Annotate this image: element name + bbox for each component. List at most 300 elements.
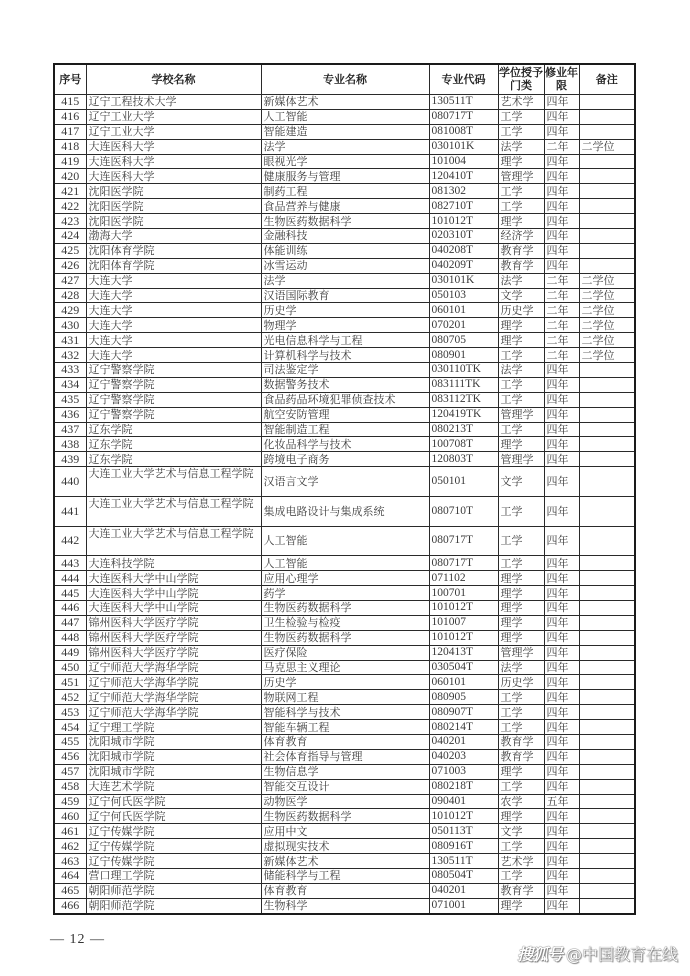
cell-major-name: 生物医药数据科学 [261, 214, 429, 229]
cell-remarks [579, 571, 635, 586]
cell-major-code: 080214T [429, 720, 498, 735]
cell-degree-category: 工学 [498, 839, 544, 854]
cell-school-name: 辽宁传媒学院 [86, 839, 261, 854]
cell-major-name: 储能科学与工程 [261, 869, 429, 884]
cell-remarks [579, 214, 635, 229]
cell-major-name: 卫生检验与检疫 [261, 615, 429, 630]
cell-major-code: 120803T [429, 452, 498, 467]
cell-study-years: 四年 [544, 839, 579, 854]
cell-index: 425 [54, 243, 86, 258]
cell-remarks [579, 839, 635, 854]
cell-index: 423 [54, 214, 86, 229]
table-row [54, 199, 635, 214]
cell-major-name: 食品药品环境犯罪侦查技术 [261, 392, 429, 407]
table-row [54, 303, 635, 318]
cell-major-name: 智能科学与技术 [261, 705, 429, 720]
table-row [54, 154, 635, 169]
cell-study-years: 四年 [544, 764, 579, 779]
cell-degree-category: 理学 [498, 630, 544, 645]
cell-major-name: 生物医药数据科学 [261, 630, 429, 645]
table-row [54, 333, 635, 348]
cell-study-years: 四年 [544, 363, 579, 378]
header-major-name: 专业名称 [261, 64, 429, 95]
cell-remarks [579, 809, 635, 824]
cell-index: 455 [54, 735, 86, 750]
cell-school-name: 沈阳医学院 [86, 214, 261, 229]
cell-remarks [579, 496, 635, 526]
cell-index: 415 [54, 95, 86, 110]
cell-study-years: 四年 [544, 690, 579, 705]
cell-study-years: 四年 [544, 571, 579, 586]
cell-remarks [579, 363, 635, 378]
table-row [54, 809, 635, 824]
cell-major-name: 健康服务与管理 [261, 169, 429, 184]
cell-major-code: 080717T [429, 109, 498, 124]
cell-major-name: 马克思主义理论 [261, 660, 429, 675]
cell-major-name: 司法鉴定学 [261, 363, 429, 378]
table-row [54, 854, 635, 869]
cell-remarks [579, 690, 635, 705]
cell-remarks [579, 526, 635, 556]
cell-study-years: 四年 [544, 705, 579, 720]
cell-school-name: 辽宁理工学院 [86, 720, 261, 735]
cell-degree-category: 理学 [498, 898, 544, 913]
cell-degree-category: 理学 [498, 318, 544, 333]
cell-major-code: 083111TK [429, 377, 498, 392]
cell-major-code: 120410T [429, 169, 498, 184]
cell-study-years: 二年 [544, 273, 579, 288]
cell-school-name: 辽宁警察学院 [86, 392, 261, 407]
cell-study-years: 四年 [544, 199, 579, 214]
cell-school-name: 大连大学 [86, 348, 261, 363]
cell-school-name: 大连医科大学中山学院 [86, 571, 261, 586]
cell-index: 456 [54, 749, 86, 764]
cell-major-name: 航空安防管理 [261, 407, 429, 422]
cell-remarks [579, 854, 635, 869]
cell-major-code: 100701 [429, 586, 498, 601]
table-row [54, 273, 635, 288]
cell-degree-category: 理学 [498, 764, 544, 779]
cell-degree-category: 法学 [498, 660, 544, 675]
cell-school-name: 大连大学 [86, 333, 261, 348]
cell-school-name: 辽宁警察学院 [86, 407, 261, 422]
cell-school-name: 沈阳医学院 [86, 199, 261, 214]
table-row [54, 437, 635, 452]
cell-index: 418 [54, 139, 86, 154]
cell-major-name: 应用心理学 [261, 571, 429, 586]
cell-school-name: 大连艺术学院 [86, 779, 261, 794]
header-major-code: 专业代码 [429, 64, 498, 95]
cell-degree-category: 历史学 [498, 675, 544, 690]
cell-major-code: 040209T [429, 258, 498, 273]
cell-index: 419 [54, 154, 86, 169]
cell-study-years: 四年 [544, 437, 579, 452]
cell-degree-category: 理学 [498, 586, 544, 601]
cell-remarks [579, 556, 635, 571]
table-row [54, 496, 635, 526]
cell-degree-category: 工学 [498, 348, 544, 363]
cell-study-years: 四年 [544, 824, 579, 839]
cell-remarks [579, 95, 635, 110]
cell-study-years: 四年 [544, 95, 579, 110]
cell-study-years: 四年 [544, 124, 579, 139]
cell-major-name: 历史学 [261, 675, 429, 690]
cell-school-name: 大连大学 [86, 288, 261, 303]
table-row [54, 452, 635, 467]
table-row [54, 407, 635, 422]
cell-major-name: 新媒体艺术 [261, 95, 429, 110]
table-row [54, 363, 635, 378]
cell-school-name: 辽宁工业大学 [86, 124, 261, 139]
cell-study-years: 四年 [544, 407, 579, 422]
cell-study-years: 四年 [544, 883, 579, 898]
cell-degree-category: 工学 [498, 720, 544, 735]
cell-major-name: 新媒体艺术 [261, 854, 429, 869]
cell-index: 439 [54, 452, 86, 467]
cell-remarks [579, 794, 635, 809]
cell-major-code: 101004 [429, 154, 498, 169]
cell-school-name: 沈阳城市学院 [86, 749, 261, 764]
cell-index: 429 [54, 303, 86, 318]
cell-major-name: 药学 [261, 586, 429, 601]
cell-remarks: 二学位 [579, 348, 635, 363]
cell-school-name: 锦州医科大学医疗学院 [86, 615, 261, 630]
cell-study-years: 四年 [544, 660, 579, 675]
cell-index: 426 [54, 258, 86, 273]
cell-major-name: 动物医学 [261, 794, 429, 809]
cell-index: 461 [54, 824, 86, 839]
cell-index: 449 [54, 645, 86, 660]
cell-remarks [579, 229, 635, 244]
cell-major-name: 数据警务技术 [261, 377, 429, 392]
cell-degree-category: 理学 [498, 615, 544, 630]
table-row [54, 735, 635, 750]
cell-degree-category: 工学 [498, 690, 544, 705]
cell-degree-category: 工学 [498, 377, 544, 392]
table-row [54, 869, 635, 884]
cell-remarks [579, 199, 635, 214]
cell-remarks [579, 615, 635, 630]
cell-major-code: 080717T [429, 556, 498, 571]
table-row [54, 675, 635, 690]
table-row [54, 571, 635, 586]
cell-remarks [579, 675, 635, 690]
cell-degree-category: 管理学 [498, 452, 544, 467]
cell-remarks [579, 779, 635, 794]
table-row [54, 95, 635, 110]
cell-remarks [579, 601, 635, 616]
header-index: 序号 [54, 64, 86, 95]
cell-degree-category: 工学 [498, 496, 544, 526]
majors-table [53, 63, 636, 915]
header-school-name: 学校名称 [86, 64, 261, 95]
cell-remarks [579, 705, 635, 720]
cell-school-name: 辽宁警察学院 [86, 377, 261, 392]
cell-index: 422 [54, 199, 86, 214]
cell-major-code: 030101K [429, 139, 498, 154]
cell-index: 433 [54, 363, 86, 378]
cell-study-years: 二年 [544, 288, 579, 303]
cell-major-code: 050103 [429, 288, 498, 303]
cell-study-years: 二年 [544, 303, 579, 318]
cell-remarks: 二学位 [579, 273, 635, 288]
cell-major-code: 050101 [429, 467, 498, 497]
cell-study-years: 四年 [544, 898, 579, 913]
cell-degree-category: 理学 [498, 154, 544, 169]
cell-study-years: 四年 [544, 630, 579, 645]
cell-major-name: 法学 [261, 139, 429, 154]
cell-index: 442 [54, 526, 86, 556]
table-row [54, 794, 635, 809]
cell-major-code: 101007 [429, 615, 498, 630]
cell-index: 437 [54, 422, 86, 437]
cell-major-code: 120413T [429, 645, 498, 660]
cell-study-years: 四年 [544, 720, 579, 735]
cell-index: 416 [54, 109, 86, 124]
watermark-brand: 搜狐号 [516, 945, 562, 964]
table-row [54, 139, 635, 154]
cell-major-name: 智能车辆工程 [261, 720, 429, 735]
cell-index: 459 [54, 794, 86, 809]
cell-degree-category: 工学 [498, 109, 544, 124]
cell-major-name: 集成电路设计与集成系统 [261, 496, 429, 526]
cell-index: 443 [54, 556, 86, 571]
cell-school-name: 辽宁传媒学院 [86, 824, 261, 839]
cell-remarks [579, 467, 635, 497]
cell-major-code: 080907T [429, 705, 498, 720]
cell-school-name: 大连大学 [86, 303, 261, 318]
table-row [54, 883, 635, 898]
cell-remarks [579, 898, 635, 913]
cell-major-name: 体育教育 [261, 735, 429, 750]
cell-degree-category: 管理学 [498, 407, 544, 422]
cell-index: 440 [54, 467, 86, 497]
table-row [54, 615, 635, 630]
cell-major-code: 130511T [429, 854, 498, 869]
cell-school-name: 沈阳体育学院 [86, 243, 261, 258]
table-row [54, 109, 635, 124]
table-row [54, 377, 635, 392]
cell-degree-category: 工学 [498, 526, 544, 556]
cell-degree-category: 工学 [498, 184, 544, 199]
cell-major-code: 030110TK [429, 363, 498, 378]
table-row [54, 898, 635, 913]
cell-study-years: 四年 [544, 601, 579, 616]
cell-major-name: 金融科技 [261, 229, 429, 244]
cell-school-name: 辽宁师范大学海华学院 [86, 690, 261, 705]
cell-study-years: 四年 [544, 586, 579, 601]
table-row [54, 243, 635, 258]
table-body [54, 95, 635, 914]
cell-major-code: 050113T [429, 824, 498, 839]
cell-study-years: 四年 [544, 109, 579, 124]
cell-study-years: 四年 [544, 422, 579, 437]
cell-degree-category: 工学 [498, 705, 544, 720]
cell-remarks: 二学位 [579, 139, 635, 154]
cell-index: 444 [54, 571, 86, 586]
cell-index: 420 [54, 169, 86, 184]
cell-school-name: 大连医科大学 [86, 139, 261, 154]
cell-index: 445 [54, 586, 86, 601]
cell-index: 453 [54, 705, 86, 720]
table-row [54, 184, 635, 199]
cell-remarks [579, 586, 635, 601]
cell-school-name: 大连医科大学中山学院 [86, 601, 261, 616]
cell-school-name: 辽宁师范大学海华学院 [86, 675, 261, 690]
cell-index: 432 [54, 348, 86, 363]
cell-study-years: 四年 [544, 496, 579, 526]
cell-degree-category: 法学 [498, 139, 544, 154]
cell-degree-category: 教育学 [498, 749, 544, 764]
cell-remarks: 二学位 [579, 318, 635, 333]
cell-remarks [579, 764, 635, 779]
cell-index: 436 [54, 407, 86, 422]
cell-degree-category: 工学 [498, 124, 544, 139]
cell-major-code: 070201 [429, 318, 498, 333]
cell-school-name: 沈阳城市学院 [86, 764, 261, 779]
cell-study-years: 四年 [544, 556, 579, 571]
cell-remarks [579, 109, 635, 124]
cell-index: 463 [54, 854, 86, 869]
table-row [54, 258, 635, 273]
cell-school-name: 大连医科大学 [86, 169, 261, 184]
cell-major-name: 生物信息学 [261, 764, 429, 779]
cell-remarks [579, 630, 635, 645]
cell-index: 462 [54, 839, 86, 854]
cell-remarks [579, 749, 635, 764]
table-row [54, 690, 635, 705]
cell-index: 465 [54, 883, 86, 898]
cell-degree-category: 管理学 [498, 169, 544, 184]
table-row [54, 764, 635, 779]
cell-study-years: 四年 [544, 675, 579, 690]
cell-degree-category: 工学 [498, 199, 544, 214]
cell-school-name: 大连工业大学艺术与信息工程学院 [86, 467, 261, 497]
cell-index: 450 [54, 660, 86, 675]
cell-remarks [579, 124, 635, 139]
cell-school-name: 大连医科大学中山学院 [86, 586, 261, 601]
cell-major-code: 020310T [429, 229, 498, 244]
cell-study-years: 四年 [544, 243, 579, 258]
cell-degree-category: 文学 [498, 467, 544, 497]
cell-school-name: 辽宁工程技术大学 [86, 95, 261, 110]
cell-major-code: 040201 [429, 883, 498, 898]
cell-remarks [579, 735, 635, 750]
cell-major-name: 物联网工程 [261, 690, 429, 705]
cell-remarks [579, 258, 635, 273]
cell-degree-category: 理学 [498, 333, 544, 348]
cell-school-name: 辽宁师范大学海华学院 [86, 660, 261, 675]
cell-major-code: 080710T [429, 496, 498, 526]
cell-major-code: 080504T [429, 869, 498, 884]
table-row [54, 124, 635, 139]
cell-degree-category: 理学 [498, 214, 544, 229]
cell-remarks: 二学位 [579, 333, 635, 348]
cell-school-name: 渤海大学 [86, 229, 261, 244]
cell-index: 460 [54, 809, 86, 824]
cell-school-name: 大连大学 [86, 273, 261, 288]
cell-major-name: 物理学 [261, 318, 429, 333]
cell-study-years: 四年 [544, 214, 579, 229]
watermark [517, 942, 678, 965]
cell-study-years: 四年 [544, 854, 579, 869]
cell-major-code: 101012T [429, 214, 498, 229]
table-row [54, 526, 635, 556]
cell-major-code: 030504T [429, 660, 498, 675]
cell-index: 421 [54, 184, 86, 199]
cell-index: 448 [54, 630, 86, 645]
table-row [54, 467, 635, 497]
cell-major-name: 应用中文 [261, 824, 429, 839]
header-study-years: 修业年限 [544, 64, 579, 95]
cell-major-code: 080901 [429, 348, 498, 363]
table-row [54, 645, 635, 660]
cell-degree-category: 教育学 [498, 243, 544, 258]
cell-index: 427 [54, 273, 86, 288]
cell-degree-category: 农学 [498, 794, 544, 809]
cell-school-name: 大连医科大学 [86, 154, 261, 169]
cell-major-name: 生物科学 [261, 898, 429, 913]
cell-major-code: 080218T [429, 779, 498, 794]
header-degree-category: 学位授予门类 [498, 64, 544, 95]
cell-study-years: 四年 [544, 615, 579, 630]
cell-index: 424 [54, 229, 86, 244]
cell-major-name: 智能制造工程 [261, 422, 429, 437]
table-row [54, 288, 635, 303]
cell-remarks [579, 660, 635, 675]
cell-major-code: 040201 [429, 735, 498, 750]
cell-index: 438 [54, 437, 86, 452]
cell-school-name: 大连工业大学艺术与信息工程学院 [86, 526, 261, 556]
cell-remarks: 二学位 [579, 303, 635, 318]
cell-major-code: 101012T [429, 630, 498, 645]
cell-major-name: 汉语国际教育 [261, 288, 429, 303]
cell-major-name: 体能训练 [261, 243, 429, 258]
cell-major-name: 智能建造 [261, 124, 429, 139]
cell-major-code: 071102 [429, 571, 498, 586]
cell-school-name: 沈阳城市学院 [86, 735, 261, 750]
cell-school-name: 沈阳体育学院 [86, 258, 261, 273]
table-row [54, 839, 635, 854]
cell-degree-category: 管理学 [498, 645, 544, 660]
cell-study-years: 四年 [544, 258, 579, 273]
cell-study-years: 四年 [544, 169, 579, 184]
page-number: — 12 — [50, 932, 105, 947]
cell-index: 431 [54, 333, 86, 348]
cell-major-code: 083112TK [429, 392, 498, 407]
cell-major-name: 食品营养与健康 [261, 199, 429, 214]
cell-degree-category: 法学 [498, 363, 544, 378]
cell-study-years: 二年 [544, 348, 579, 363]
header-remarks: 备注 [579, 64, 635, 95]
cell-school-name: 辽东学院 [86, 422, 261, 437]
cell-index: 451 [54, 675, 86, 690]
cell-study-years: 四年 [544, 154, 579, 169]
cell-remarks [579, 883, 635, 898]
table-row [54, 318, 635, 333]
cell-major-code: 090401 [429, 794, 498, 809]
table-row [54, 556, 635, 571]
cell-remarks [579, 154, 635, 169]
cell-major-name: 冰雪运动 [261, 258, 429, 273]
cell-school-name: 大连科技学院 [86, 556, 261, 571]
cell-major-code: 060101 [429, 675, 498, 690]
cell-remarks [579, 437, 635, 452]
cell-index: 454 [54, 720, 86, 735]
cell-study-years: 四年 [544, 229, 579, 244]
cell-school-name: 辽宁工业大学 [86, 109, 261, 124]
cell-major-code: 101012T [429, 809, 498, 824]
